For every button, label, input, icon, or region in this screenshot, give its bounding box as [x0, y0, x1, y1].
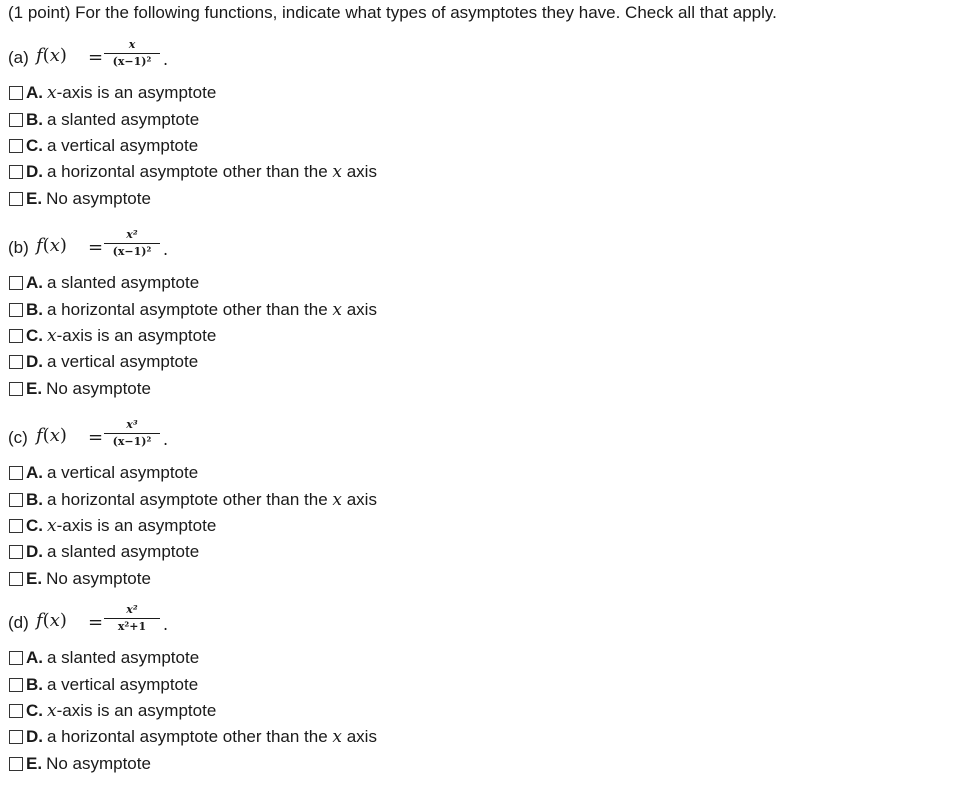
option-math-variable: x	[332, 299, 342, 320]
option-text-pre: a horizontal asymptote other than the	[47, 489, 333, 509]
fraction-bar	[104, 53, 160, 54]
option-text	[46, 379, 151, 399]
fraction-bar	[104, 243, 160, 244]
option-text-pre: No asymptote	[46, 568, 151, 588]
answer-checkbox[interactable]	[9, 139, 23, 153]
option-text-pre: a slanted asymptote	[47, 648, 200, 668]
function-symbol: f	[36, 235, 43, 256]
answer-checkbox[interactable]	[9, 192, 23, 206]
option-text-pre: a horizontal asymptote other than the	[47, 299, 333, 319]
answer-checkbox[interactable]	[9, 382, 23, 396]
equals-sign: =	[88, 47, 104, 68]
question-part	[8, 34, 968, 212]
equals-sign: =	[88, 237, 104, 258]
fraction	[104, 228, 160, 259]
answer-checkbox[interactable]	[9, 303, 23, 317]
option-text	[47, 463, 198, 483]
answer-checkbox[interactable]	[9, 276, 23, 290]
option-letter: C.	[26, 700, 43, 720]
answer-option[interactable]	[8, 186, 968, 212]
option-text-pre: a slanted asymptote	[47, 542, 200, 562]
fraction-numerator: x	[128, 38, 136, 51]
answer-checkbox[interactable]	[9, 466, 23, 480]
answer-checkbox[interactable]	[9, 355, 23, 369]
answer-checkbox[interactable]	[9, 572, 23, 586]
option-text	[47, 300, 377, 320]
option-text-post: -axis is an asymptote	[56, 700, 217, 720]
option-text-post: axis	[342, 299, 377, 319]
function-variable: x	[49, 235, 60, 256]
option-text-post: axis	[342, 489, 377, 509]
option-letter: E.	[26, 188, 43, 208]
option-text-post: -axis is an asymptote	[56, 83, 217, 103]
option-letter: B.	[26, 489, 43, 509]
option-text-pre: a slanted asymptote	[47, 109, 200, 129]
option-text	[46, 754, 151, 774]
answer-checkbox[interactable]	[9, 545, 23, 559]
period: .	[163, 430, 169, 449]
function-variable: x	[49, 45, 60, 66]
option-letter: A.	[26, 83, 43, 103]
function-symbol: f	[36, 610, 43, 631]
option-text	[47, 701, 216, 721]
function-variable: x	[49, 610, 60, 631]
answer-option[interactable]	[8, 645, 968, 671]
option-text-post: -axis is an asymptote	[56, 515, 217, 535]
answer-checkbox[interactable]	[9, 165, 23, 179]
answer-option[interactable]	[8, 80, 968, 106]
option-letter: B.	[26, 674, 43, 694]
answer-option[interactable]	[8, 460, 968, 486]
fraction-numerator: x²	[126, 228, 138, 241]
equals-sign: =	[88, 427, 104, 448]
option-text	[47, 326, 216, 346]
option-math-variable: x	[47, 325, 57, 346]
answer-option[interactable]	[8, 486, 968, 512]
answer-option[interactable]	[8, 106, 968, 132]
option-text	[47, 490, 377, 510]
fraction-numerator: x³	[126, 418, 138, 431]
fraction	[104, 603, 160, 634]
option-text-post: -axis is an asymptote	[56, 325, 217, 345]
option-math-variable: x	[47, 83, 57, 104]
function-name: f(x)	[36, 425, 67, 446]
option-letter: D.	[26, 352, 43, 372]
option-text-pre: No asymptote	[46, 378, 151, 398]
function-definition	[8, 599, 968, 645]
option-text-pre: a vertical asymptote	[47, 352, 199, 372]
option-text	[47, 727, 377, 747]
fraction-bar	[104, 618, 160, 619]
answer-option[interactable]	[8, 296, 968, 322]
answer-checkbox[interactable]	[9, 493, 23, 507]
answer-option[interactable]	[8, 751, 968, 777]
option-text	[47, 352, 198, 372]
function-name: f(x)	[36, 610, 67, 631]
answer-checkbox[interactable]	[9, 730, 23, 744]
option-letter: A.	[26, 463, 43, 483]
option-letter: C.	[26, 515, 43, 535]
problem-header: (1 point) For the following functions, indicate what types of asymptotes they have. Check all that apply.	[8, 3, 777, 22]
option-letter: B.	[26, 109, 43, 129]
fraction-denominator: (x−1)²	[112, 435, 152, 448]
option-text-post: axis	[342, 162, 377, 182]
option-math-variable: x	[47, 515, 57, 536]
period: .	[163, 615, 169, 634]
option-math-variable: x	[332, 162, 342, 183]
part-label: (b)	[8, 238, 29, 257]
function-symbol: f	[36, 45, 43, 66]
option-text	[47, 83, 216, 103]
fraction	[104, 38, 160, 69]
question-part	[8, 599, 968, 777]
question-part	[8, 414, 968, 592]
function-symbol: f	[36, 425, 43, 446]
option-text	[47, 162, 377, 182]
option-text	[47, 675, 198, 695]
function-name: f(x)	[36, 235, 67, 256]
option-text-pre: a vertical asymptote	[47, 135, 199, 155]
option-letter: C.	[26, 325, 43, 345]
function-definition	[8, 224, 968, 270]
option-letter: A.	[26, 648, 43, 668]
answer-option[interactable]	[8, 159, 968, 185]
function-definition	[8, 34, 968, 80]
period: .	[163, 240, 169, 259]
function-name: f(x)	[36, 45, 67, 66]
option-text	[47, 273, 199, 293]
option-text-pre: a vertical asymptote	[47, 463, 199, 483]
answer-checkbox[interactable]	[9, 678, 23, 692]
question-part	[8, 224, 968, 402]
answer-checkbox[interactable]	[9, 757, 23, 771]
option-text	[47, 516, 216, 536]
option-text	[46, 569, 151, 589]
function-variable: x	[49, 425, 60, 446]
function-definition	[8, 414, 968, 460]
option-math-variable: x	[332, 489, 342, 510]
answer-checkbox[interactable]	[9, 113, 23, 127]
option-text-pre: No asymptote	[46, 753, 151, 773]
option-letter: E.	[26, 753, 43, 773]
answer-checkbox[interactable]	[9, 86, 23, 100]
option-text-pre: a horizontal asymptote other than the	[47, 162, 333, 182]
answer-checkbox[interactable]	[9, 519, 23, 533]
option-letter: D.	[26, 542, 43, 562]
fraction-denominator: (x−1)²	[112, 245, 152, 258]
option-letter: D.	[26, 727, 43, 747]
option-text	[47, 110, 199, 130]
option-letter: E.	[26, 568, 43, 588]
part-label: (a)	[8, 48, 29, 67]
option-letter: C.	[26, 135, 43, 155]
option-text	[47, 542, 199, 562]
option-text-post: axis	[342, 727, 377, 747]
answer-checkbox[interactable]	[9, 704, 23, 718]
answer-option[interactable]	[8, 671, 968, 697]
part-label: (d)	[8, 613, 29, 632]
fraction-numerator: x²	[126, 603, 138, 616]
answer-option[interactable]	[8, 513, 968, 539]
option-text	[47, 136, 198, 156]
answer-option[interactable]	[8, 539, 968, 565]
option-text-pre: a vertical asymptote	[47, 674, 199, 694]
answer-option[interactable]	[8, 133, 968, 159]
equals-sign: =	[88, 612, 104, 633]
option-letter: D.	[26, 162, 43, 182]
option-text-pre: a slanted asymptote	[47, 273, 200, 293]
option-letter: B.	[26, 299, 43, 319]
option-text-pre: a horizontal asymptote other than the	[47, 727, 333, 747]
answer-checkbox[interactable]	[9, 651, 23, 665]
answer-option[interactable]	[8, 724, 968, 750]
part-label: (c)	[8, 428, 28, 447]
answer-option[interactable]	[8, 270, 968, 296]
answer-option[interactable]	[8, 323, 968, 349]
answer-checkbox[interactable]	[9, 329, 23, 343]
option-text	[47, 648, 199, 668]
answer-option[interactable]	[8, 698, 968, 724]
fraction-denominator: (x−1)²	[112, 55, 152, 68]
answer-option[interactable]	[8, 376, 968, 402]
period: .	[163, 50, 169, 69]
option-text-pre: No asymptote	[46, 188, 151, 208]
option-math-variable: x	[332, 727, 342, 748]
option-letter: A.	[26, 273, 43, 293]
answer-option[interactable]	[8, 566, 968, 592]
option-text	[46, 189, 151, 209]
fraction-bar	[104, 433, 160, 434]
option-letter: E.	[26, 378, 43, 398]
fraction	[104, 418, 160, 449]
option-math-variable: x	[47, 700, 57, 721]
answer-option[interactable]	[8, 349, 968, 375]
fraction-denominator: x²+1	[117, 620, 147, 633]
